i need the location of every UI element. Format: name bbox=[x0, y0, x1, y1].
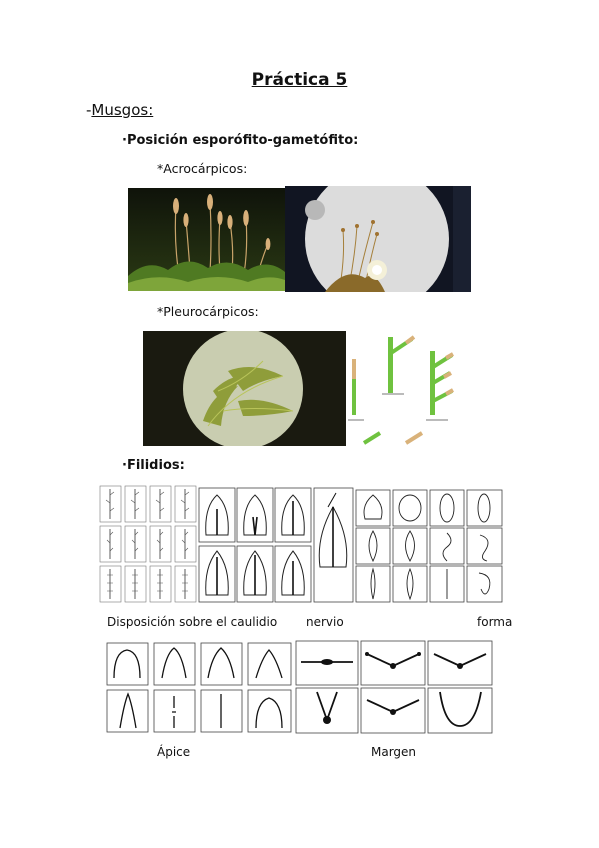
disposicion-diagram bbox=[99, 485, 197, 603]
section-heading bbox=[86, 101, 153, 119]
caption-apice: Ápice bbox=[157, 745, 191, 759]
margen-diagram bbox=[295, 640, 495, 734]
forma-diagram bbox=[355, 489, 503, 603]
caption-margen: Margen bbox=[371, 745, 417, 759]
section-title: Musgos: bbox=[91, 101, 154, 119]
section-prefix: - bbox=[86, 101, 92, 119]
subsection-heading-posicion: ·Posición esporófito-gametófito: bbox=[122, 133, 359, 148]
subheading-acrocarpicos: *Acrocárpicos: bbox=[157, 161, 248, 176]
pleurocarpic-diagram bbox=[346, 331, 458, 446]
apice-diagram bbox=[106, 642, 294, 734]
acrocarpic-photo bbox=[128, 188, 285, 291]
page-title: Práctica 5 bbox=[251, 70, 348, 90]
caption-disposicion: Disposición sobre el caulidio bbox=[107, 615, 278, 629]
caption-nervio: nervio bbox=[306, 615, 344, 629]
caption-forma: forma bbox=[477, 615, 513, 629]
nervio-diagram bbox=[198, 487, 354, 603]
pleurocarpic-microscope-photo bbox=[143, 331, 346, 446]
acrocarpic-microscope-photo bbox=[285, 186, 471, 292]
subheading-pleurocarpicos: *Pleurocárpicos: bbox=[157, 304, 259, 319]
subsection-heading-filidios: ·Filidios: bbox=[122, 458, 185, 473]
